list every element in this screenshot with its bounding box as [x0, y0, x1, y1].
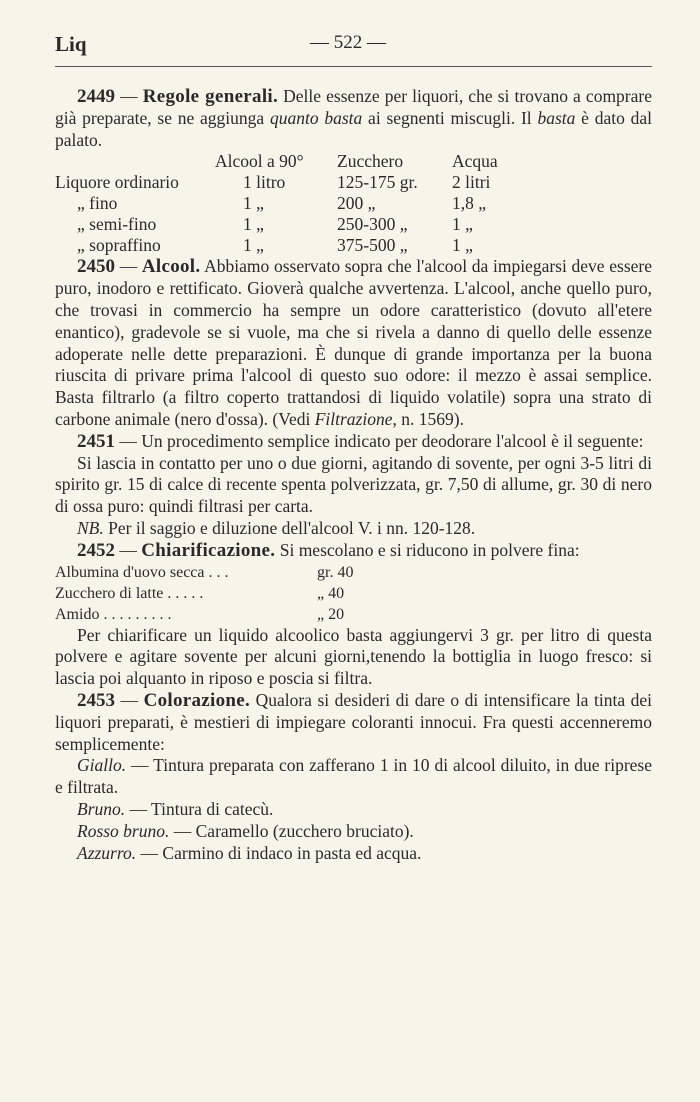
table-cell: 200 „	[337, 193, 376, 214]
table-cell: 125-175 gr.	[337, 172, 418, 193]
ingredient-row	[55, 583, 353, 604]
entry-2453: 2453 — Colorazione. Qualora si desideri di dare o di intensificare la tinta dei liquori preparati, è mestieri di impiegare coloranti innocui. Fra questi accenneremo semplicemente:	[55, 689, 652, 754]
entry-2451-paragraph: Si lascia in contatto per uno o due giorni, agitando di sovente, per ogni 3-5 litri di spirito gr. 15 di calce di recente spenta polverizzata, gr. 7,50 di allume, gr. 30 di nero di ossa puro: quindi filtrasi per carta.	[55, 452, 652, 517]
colorant-rosso-bruno	[55, 821, 652, 843]
colorant-name: Rosso bruno.	[77, 820, 170, 841]
colorant-name: Giallo.	[77, 755, 127, 776]
entry-number: 2453	[77, 689, 115, 711]
ingredient-row	[55, 604, 353, 625]
table-row	[55, 193, 498, 214]
table-row	[55, 235, 498, 256]
table-cell: „ sopraffino	[77, 235, 161, 256]
running-header: Liq	[55, 32, 87, 56]
entry-text: Si mescolano e si riducono in polvere fina:	[275, 539, 580, 560]
table-row	[55, 214, 498, 235]
nb-label: NB.	[77, 517, 104, 538]
ingredient-qty: „ 40	[317, 584, 345, 602]
ingredient-row	[55, 562, 353, 583]
table-cell: 375-500 „	[337, 235, 408, 256]
col-header-alcool: Alcool a 90°	[215, 151, 304, 172]
liquor-recipe-table	[55, 151, 498, 256]
entry-title: Regole generali.	[142, 86, 279, 107]
colorant-bruno	[55, 799, 652, 821]
entry-text: Abbiamo osservato sopra che l'alcool da impiegarsi deve essere puro, inodoro e rettificato. Gioverà qualche avvertenza. L'alcool, anche quello puro, che trovasi in commercio ha sempre un odore caratteristico (dovuto all'etere enantico), gradevole se si vuole, ma che si rivela a danno di quello delle essenze adoperate nelle dette preparazioni. È dunque di grande importanza per la buona riuscita di privare prima l'alcool di questo suo odore: il mezzo è assai semplice. Basta filtrarlo (a filtro coperto trattandosi di liquido volatile) sopra una strato di carbone animale (nero d'ossa). (Vedi	[55, 256, 652, 429]
table-cell: Liquore ordinario	[55, 172, 179, 193]
colorant-azzurro	[55, 843, 652, 865]
ingredient-qty: gr. 40	[317, 563, 354, 581]
entry-text: è dato dal palato.	[55, 107, 652, 150]
page-number: — 522 —	[310, 32, 386, 53]
entry-text: Qualora si desideri di dare o di intensificare la tinta dei liquori preparati, è mestieri di impiegare coloranti innocui. Fra questi accenneremo semplicemente:	[55, 689, 652, 754]
colorant-text: — Tintura di catecù.	[125, 798, 274, 819]
entry-number: 2452	[77, 539, 115, 561]
entry-2449: 2449 — Regole generali. Delle essenze per liquori, che si trovano a comprare già preparate, se ne aggiunga quanto basta ai segnenti miscugli. Il basta è dato dal palato.	[55, 86, 652, 150]
entry-italic: basta	[537, 107, 576, 128]
nota-bene	[55, 518, 652, 540]
entry-number: 2451	[77, 430, 115, 452]
entry-2452	[55, 540, 652, 562]
table-cell: 1 „	[243, 235, 264, 256]
page-body	[55, 86, 652, 864]
ingredient-name: Albumina d'uovo secca . . .	[55, 563, 229, 581]
colorant-giallo	[55, 755, 652, 799]
table-cell: 2 litri	[452, 172, 491, 193]
entry-2451	[55, 431, 652, 453]
table-cell: 250-300 „	[337, 214, 408, 235]
entry-title: Chiarificazione.	[141, 539, 276, 561]
header-rule	[55, 66, 652, 67]
entry-number: 2449	[77, 86, 115, 107]
entry-text: Delle essenze per liquori, che si trovano a comprare già preparate, se ne aggiunga	[55, 86, 652, 128]
ingredient-name: Amido . . . . . . . . .	[55, 605, 172, 623]
ingredient-name: Zucchero di latte . . . . .	[55, 584, 204, 602]
entry-italic: Filtrazione	[314, 408, 393, 429]
ingredient-qty: „ 20	[317, 605, 345, 623]
table-cell: „ semi-fino	[77, 214, 157, 235]
col-header-acqua: Acqua	[452, 151, 498, 172]
colorant-name: Bruno.	[77, 798, 126, 819]
table-cell: 1,8 „	[452, 193, 487, 214]
entry-dash: —	[115, 539, 142, 560]
entry-2450: 2450 — Alcool. Abbiamo osservato sopra che l'alcool da impiegarsi deve essere puro, inodoro e rettificato. Gioverà qualche avvertenza. L'alcool, anche quello puro, che trovasi in commercio ha sempre un odore caratteristico (dovuto all'etere enantico), gradevole se si vuole, ma che si rivela a danno di quello delle essenze adoperate nelle dette preparazioni. È dunque di grande importanza per la buona riuscita di privare prima l'alcool di questo suo odore: il mezzo è assai semplice. Basta filtrarlo (a filtro coperto trattandosi di liquido volatile) sopra una strato di carbone animale (nero d'ossa). (Vedi Filtrazione, n. 1569).	[55, 256, 652, 429]
table-cell: „ fino	[77, 193, 118, 214]
table-row	[55, 172, 498, 193]
entry-2452-paragraph: Per chiarificare un liquido alcoolico basta aggiungervi 3 gr. per litro di questa polvere e agitare sovente per alcuni giorni,tenendo la bottiglia in luogo fresco: si lascia poi alquanto in riposo e poscia si filtra.	[55, 624, 652, 689]
entry-title: Colorazione.	[143, 689, 251, 711]
colorant-text: — Caramello (zucchero bruciato).	[169, 820, 414, 841]
colorant-name: Azzurro.	[77, 842, 137, 863]
entry-text: — Un procedimento semplice indicato per deodorare l'alcool è il seguente:	[115, 430, 644, 451]
entry-title: Alcool.	[141, 256, 201, 278]
table-cell: 1 „	[452, 214, 473, 235]
table-cell: 1 litro	[243, 172, 286, 193]
colorant-text: — Tintura preparata con zafferano 1 in 10 di alcool diluito, in due riprese e filtrata.	[55, 755, 652, 798]
nb-text: Per il saggio e diluzione dell'alcool V. i nn. 120-128.	[103, 517, 476, 538]
table-cell: 1 „	[243, 193, 264, 214]
entry-text: ai segnenti miscugli. Il	[362, 107, 538, 128]
colorant-text: — Carmino di indaco in pasta ed acqua.	[136, 842, 422, 863]
entry-text: , n. 1569).	[392, 408, 464, 429]
table-cell: 1 „	[452, 235, 473, 256]
table-header-row	[55, 151, 498, 172]
table-cell: 1 „	[243, 214, 264, 235]
entry-number: 2450	[77, 256, 115, 278]
entry-italic: quanto basta	[269, 107, 363, 128]
clarifier-ingredients-table	[55, 562, 353, 625]
col-header-zucchero: Zucchero	[337, 151, 404, 172]
